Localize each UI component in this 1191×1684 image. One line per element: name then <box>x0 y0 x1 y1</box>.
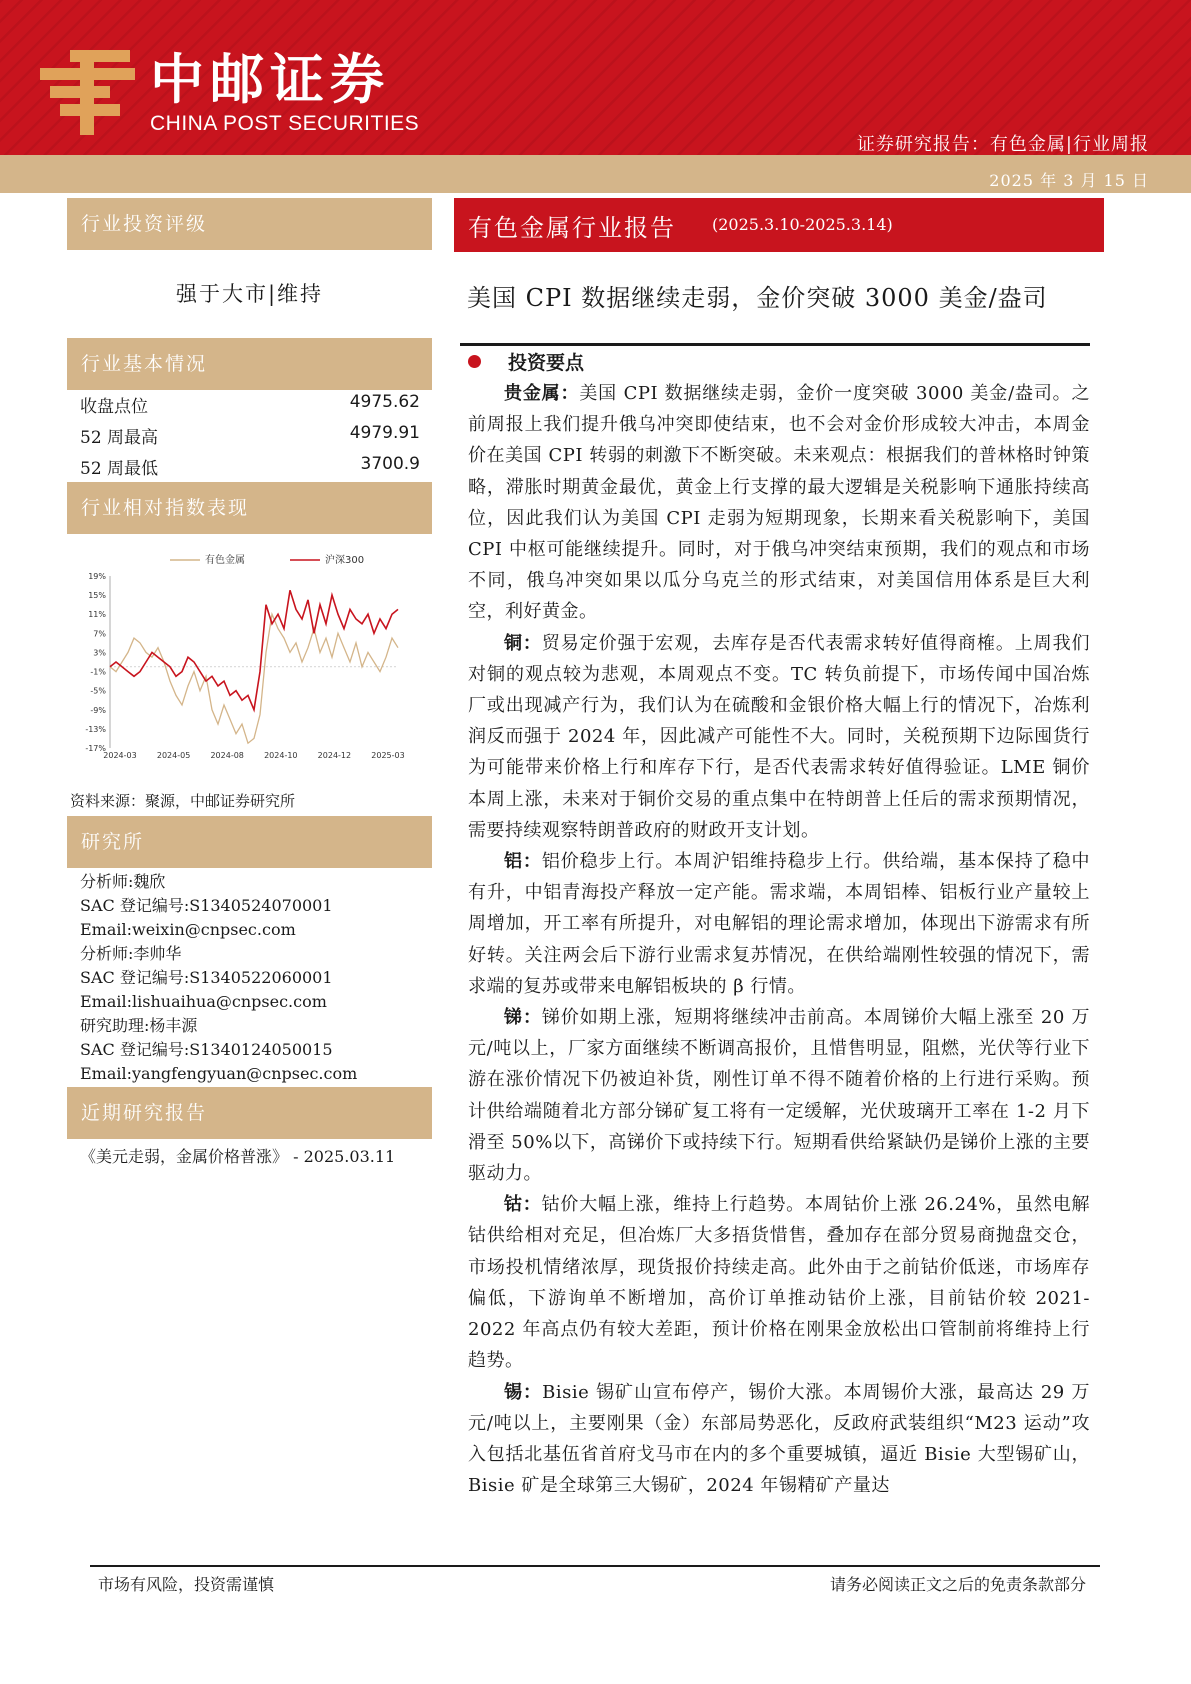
analyst-line: SAC 登记编号:S1340524070001 <box>80 896 333 915</box>
paragraph-lead: 钴： <box>504 1194 542 1216</box>
relative-index-chart <box>80 548 420 758</box>
paragraph-tin <box>468 1377 1090 1502</box>
research-section-title: 研究所 <box>67 816 432 868</box>
y-tick-label: -17% <box>85 744 106 753</box>
recent-reports-section-title: 近期研究报告 <box>67 1087 432 1139</box>
paragraph-text: 美国 CPI 数据继续走弱，金价一度突破 3000 美金/盎司。之前周报上我们提升俄乌冲突即使结束，也不会对金价形成较大冲击，本周金价在美国 CPI 转弱的刺激下不断突破。未来观点：根据我们的普林格时钟策略，滞胀时期黄金最优，黄金上行支撑的最大逻辑是关税影响下通胀持续高位，因此我们认为美国 CPI 走弱为短期现象，长期来看关税影响下，美国 CPI 中枢可能继续提升。同时，对于俄乌冲突结束预期，我们的观点和市场不同，俄乌冲突如果以瓜分乌克兰的形式结束，对美国信用体系是巨大利空，利好黄金。 <box>468 383 1090 623</box>
x-tick-label: 2025-03 <box>371 751 405 758</box>
basic-info-label: 52 周最高 <box>80 428 159 448</box>
headline-divider <box>460 343 1090 346</box>
y-tick-label: -13% <box>85 724 106 734</box>
paragraph-precious-metals <box>468 378 1090 628</box>
legend-label: 沪深300 <box>325 555 365 566</box>
analyst-email[interactable]: Email:weixin@cnpsec.com <box>80 920 296 939</box>
bullet-icon <box>468 355 481 368</box>
paragraph-antimony <box>468 1002 1090 1189</box>
x-tick-label: 2024-05 <box>156 751 191 758</box>
y-tick-label: -9% <box>90 705 106 715</box>
basic-info-row <box>80 454 420 479</box>
x-tick-label: 2024-12 <box>317 751 352 758</box>
paragraph-aluminum <box>468 846 1090 1002</box>
performance-section-title: 行业相对指数表现 <box>67 482 432 534</box>
analyst-line: SAC 登记编号:S1340124050015 <box>80 1040 333 1059</box>
paragraph-lead: 铝： <box>504 851 542 873</box>
risk-warning: 市场有风险，投资需谨慎 <box>98 1575 275 1594</box>
x-tick-label: 2024-08 <box>210 751 244 758</box>
y-tick-label: -5% <box>90 686 106 696</box>
analyst-email[interactable]: Email:yangfengyuan@cnpsec.com <box>80 1064 358 1083</box>
series-line-nonferrous <box>110 614 398 743</box>
series-line-csi300 <box>110 590 398 710</box>
paragraph-text: 贸易定价强于宏观，去库存是否代表需求转好值得商榷。上周我们对铜的观点较为悲观，本周观点不变。TC 转负前提下，市场传闻中国冶炼厂或出现减产行为，我们认为在硫酸和金银价格大幅上行的情况下，冶炼利润反而强于 2024 年，因此减产可能性不大。同时，关税预期下边际囤货行为可能带来价格上行和库存下行，是否代表需求转好值得验证。LME 铜价本周上涨，未来对于铜价交易的重点集中在特朗普上任后的需求预期情况，需要持续观察特朗普政府的财政开支计划。 <box>468 632 1091 841</box>
paragraph-lead: 铜： <box>504 632 542 654</box>
paragraph-text: 锑价如期上涨，短期将继续冲击前高。本周锑价大幅上涨至 20 万元/吨以上，厂家方面继续不断调高报价，且惜售明显，阻燃，光伏等行业下游在涨价情况下仍被迫补货，刚性订单不得不随着价格的上行进行采购。预计供给端随着北方部分锑矿复工将有一定缓解，光伏玻璃开工率在 1-2 月下滑至 50%以下，高锑价下或持续下行。短期看供给紧缺仍是锑价上涨的主要驱动力。 <box>468 1007 1090 1185</box>
paragraph-lead: 锡： <box>504 1381 543 1403</box>
report-title-bar <box>454 198 1104 252</box>
report-headline: 美国 CPI 数据继续走弱，金价突破 3000 美金/盎司 <box>467 284 1048 312</box>
chart-source: 资料来源：聚源，中邮证券研究所 <box>70 792 296 810</box>
report-date: 2025 年 3 月 15 日 <box>989 171 1149 190</box>
report-date-range: (2025.3.10-2025.3.14) <box>712 215 893 234</box>
y-tick-label: 7% <box>93 629 106 639</box>
brand-name-en: CHINA POST SECURITIES <box>150 112 420 135</box>
paragraph-lead: 贵金属： <box>504 383 580 404</box>
line-chart-svg <box>80 548 420 758</box>
china-post-logo-icon <box>40 50 140 135</box>
analyst-line: 分析师:李帅华 <box>80 944 182 963</box>
paragraph-cobalt <box>468 1189 1090 1376</box>
paragraph-text: Bisie 锡矿山宣布停产，锡价大涨。本周锡价大涨，最高达 29 万元/吨以上，主要刚果（金）东部局势恶化，反政府武装组织“M23 运动”攻入包括北基伍省首府戈马市在内的多个重要城镇，逼近 Bisie 大型锡矿山，Bisie 矿是全球第三大锡矿，2024 年锡精矿产量达 <box>468 1381 1090 1497</box>
footer-divider <box>90 1565 1100 1567</box>
report-type: 证券研究报告：有色金属|行业周报 <box>856 134 1149 155</box>
recent-report-link[interactable]: 《美元走弱，金属价格普涨》 - 2025.03.11 <box>80 1147 396 1166</box>
basic-info-section-title: 行业基本情况 <box>67 338 432 390</box>
x-tick-label: 2024-03 <box>103 751 137 758</box>
paragraph-text: 钴价大幅上涨，维持上行趋势。本周钴价上涨 26.24%，虽然电解钴供给相对充足，但冶炼厂大多捂货惜售，叠加存在部分贸易商抛盘交仓，市场投机情绪浓厚，现货报价持续走高。此外由于之前钴价低迷，市场库存偏低，下游询单不断增加，高价订单推动钴价上涨，目前钴价较 2021-2022 年高点仍有较大差距，预计价格在刚果金放松出口管制前将维持上行趋势。 <box>468 1194 1091 1372</box>
investment-highlights-title: 投资要点 <box>508 352 585 374</box>
y-tick-label: 19% <box>88 572 106 581</box>
basic-info-label: 收盘点位 <box>80 397 148 417</box>
basic-info-label: 52 周最低 <box>80 459 159 479</box>
basic-info-value: 4975.62 <box>349 392 420 412</box>
paragraph-text: 铝价稳步上行。本周沪铝维持稳步上行。供给端，基本保持了稳中有升，中铝青海投产释放一定产能。需求端，本周铝棒、铝板行业产量较上周增加，开工率有所提升，对电解铝的理论需求增加，体现出下游需求有所好转。关注两会后下游行业需求复苏情况，在供给端刚性较强的情况下，需求端的复苏或带来电解铝板块的 β 行情。 <box>468 851 1091 997</box>
y-tick-label: -1% <box>90 667 106 677</box>
report-body <box>468 378 1090 1501</box>
report-title: 有色金属行业报告 <box>468 214 676 242</box>
basic-info-row <box>80 423 420 448</box>
y-tick-label: 11% <box>88 610 106 620</box>
basic-info-value: 4979.91 <box>349 423 420 443</box>
basic-info-row <box>80 392 420 417</box>
paragraph-lead: 锑： <box>504 1007 542 1029</box>
basic-info-value: 3700.9 <box>360 454 420 474</box>
analyst-line: SAC 登记编号:S1340522060001 <box>80 968 333 987</box>
analyst-email[interactable]: Email:lishuaihua@cnpsec.com <box>80 992 327 1011</box>
paragraph-copper <box>468 628 1090 846</box>
legend-label: 有色金属 <box>205 555 245 566</box>
disclaimer-note: 请务必阅读正文之后的免责条款部分 <box>829 1575 1086 1594</box>
x-tick-label: 2024-10 <box>264 751 298 758</box>
y-tick-label: 3% <box>93 648 106 658</box>
y-tick-label: 15% <box>88 591 106 601</box>
industry-rating: 强于大市|维持 <box>175 282 324 306</box>
analyst-line: 分析师:魏欣 <box>80 872 166 891</box>
rating-section-title: 行业投资评级 <box>67 198 432 250</box>
brand-name-cn: 中邮证券 <box>150 48 390 111</box>
analyst-line: 研究助理:杨丰源 <box>80 1016 198 1035</box>
